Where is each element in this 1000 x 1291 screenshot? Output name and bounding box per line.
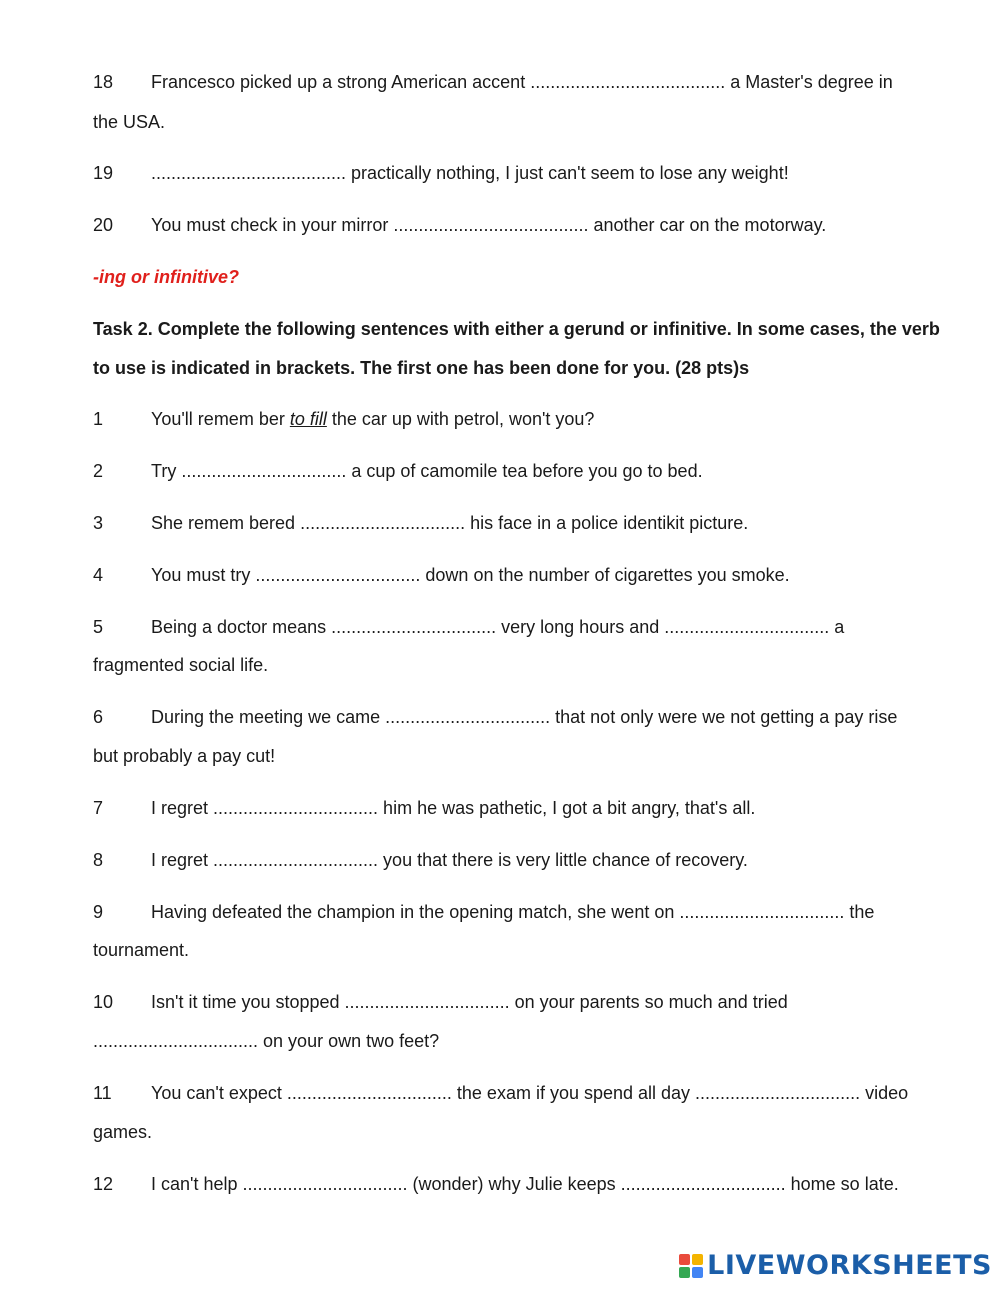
example-item-1: 1 You'll remem ber to fill the car up with petrol, won't you? [93, 409, 595, 429]
section-heading: -ing or infinitive? [93, 267, 239, 287]
exercise-item-3: 3 She remem bered ................................. his face in a police identikit picture. [93, 513, 749, 533]
item-text-line2: ................................. on your own two feet? [93, 1031, 440, 1051]
task-instruction-line1: Task 2. Complete the following sentences with either a gerund or infinitive. In some cases, the verb [93, 319, 940, 339]
item-text-line1: Francesco picked up a strong American accent ....................................... a Master's degree in [151, 72, 893, 92]
item-text-line2: games. [93, 1122, 153, 1142]
exercise-item-19: 19 ....................................... practically nothing, I just can't seem to lose any weight! [93, 163, 789, 183]
item-text-line1: Try ................................. a cup of camomile tea before you go to bed. [151, 461, 703, 481]
item-text-line1: You can't expect ................................. the exam if you spend all day ................................. video [151, 1083, 909, 1103]
logo-text: LIVEWORKSHEETS [707, 1250, 992, 1281]
exercise-item-8: 8 I regret ................................. you that there is very little chance of recovery. [93, 850, 748, 870]
item-text-line1: ....................................... practically nothing, I just can't seem to lose any weight! [151, 163, 789, 183]
exercise-item-18: 18 Francesco picked up a strong American accent ....................................... a Master's degree in [93, 72, 893, 92]
exercise-item-9: 9 Having defeated the champion in the opening match, she went on ................................. the [93, 902, 875, 922]
logo-block-l [679, 1254, 690, 1265]
exercise-item-4: 4 You must try ................................. down on the number of cigarettes you smoke. [93, 565, 790, 585]
logo-block-e [692, 1267, 703, 1278]
exercise-item-18-continued [93, 103, 958, 141]
exercise-item-5-continued [93, 646, 958, 684]
item-text-line1: Having defeated the champion in the opening match, she went on ................................. the [151, 902, 875, 922]
item-text-line1: During the meeting we came ................................. that not only were we not getting a pay rise [151, 707, 898, 727]
exercise-item-5: 5 Being a doctor means ................................. very long hours and ................................. a [93, 617, 845, 637]
item-text-line2: but probably a pay cut! [93, 746, 276, 766]
exercise-item-9-continued [93, 931, 958, 969]
item-text-line2: fragmented social life. [93, 655, 269, 675]
example-answer: to fill [289, 409, 327, 429]
item-text-line1: Being a doctor means ................................. very long hours and ................................. a [151, 617, 845, 637]
logo-block-i [692, 1254, 703, 1265]
liveworksheets-logo[interactable] [679, 1250, 992, 1281]
task-instruction-line2: to use is indicated in brackets. The first one has been done for you. (28 pts)s [93, 358, 750, 378]
item-text-line2: tournament. [93, 940, 190, 960]
exercise-item-11: 11 You can't expect ................................. the exam if you spend all day ................................. video [93, 1083, 909, 1103]
exercise-item-11-continued [93, 1113, 958, 1151]
logo-blocks-icon [679, 1254, 703, 1278]
exercise-item-10-continued [93, 1022, 958, 1060]
exercise-item-2: 2 Try ................................. a cup of camomile tea before you go to bed. [93, 461, 703, 481]
item-text-line1: Isn't it time you stopped ................................. on your parents so much and tried [151, 992, 788, 1012]
exercise-item-10: 10 Isn't it time you stopped ................................. on your parents so much and tried [93, 992, 788, 1012]
item-text-line1: I can't help ................................. (wonder) why Julie keeps ................................. home so late. [151, 1174, 899, 1194]
item-text-line1: You must check in your mirror ....................................... another car on the motorway. [151, 215, 827, 235]
exercise-item-6-continued [93, 737, 958, 775]
logo-block-v [679, 1267, 690, 1278]
item-text-line1: I regret ................................. him he was pathetic, I got a bit angry, that's all. [151, 798, 756, 818]
item-text-line1: She remem bered ................................. his face in a police identikit picture. [151, 513, 749, 533]
item-text-line1: You must try ................................. down on the number of cigarettes you smoke. [151, 565, 790, 585]
item-text-line1: I regret ................................. you that there is very little chance of recovery. [151, 850, 748, 870]
exercise-item-12: 12 I can't help ................................. (wonder) why Julie keeps ................................. home so late. [93, 1174, 899, 1194]
exercise-item-7: 7 I regret ................................. him he was pathetic, I got a bit angry, that's all. [93, 798, 756, 818]
example-text-before: You'll remem ber [151, 409, 290, 429]
example-text-after: the car up with petrol, won't you? [326, 409, 595, 429]
item-text-line2: the USA. [93, 112, 166, 132]
exercise-item-6: 6 During the meeting we came ................................. that not only were we not getting a pay rise [93, 707, 898, 727]
exercise-item-20: 20 You must check in your mirror ....................................... another car on the motorway. [93, 215, 827, 235]
